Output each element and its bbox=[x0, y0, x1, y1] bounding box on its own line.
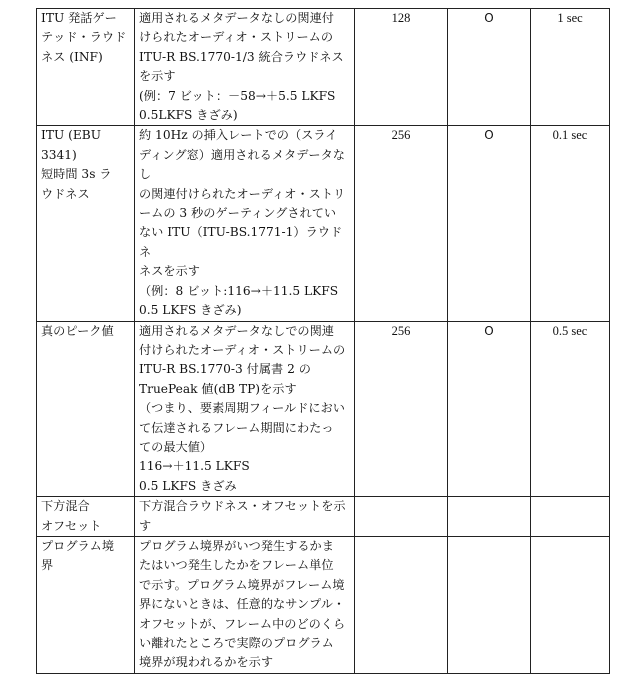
desc-line: (例：7 ビット：－58→＋5.5 LKFS bbox=[139, 87, 350, 106]
parameter-name-cell bbox=[37, 321, 135, 497]
description-cell bbox=[135, 536, 355, 673]
desc-line: ネスを示す bbox=[139, 262, 350, 281]
rate-cell bbox=[531, 321, 610, 497]
desc-line: ームの 3 秒のゲーティングされてい bbox=[139, 204, 350, 223]
mark-value: O bbox=[484, 128, 493, 142]
rate-value: 1 sec bbox=[557, 11, 582, 25]
rate-cell bbox=[531, 9, 610, 126]
table-row bbox=[37, 536, 610, 673]
mark-cell bbox=[448, 536, 531, 673]
name-line: ITU (EBU bbox=[41, 126, 130, 145]
desc-line: けられたオーディオ・ストリームの bbox=[139, 28, 350, 47]
parameter-name-cell bbox=[37, 497, 135, 537]
desc-line: （つまり、要素周期フィールドにおい bbox=[139, 399, 350, 418]
description-cell bbox=[135, 497, 355, 537]
bits-cell bbox=[355, 9, 448, 126]
desc-line: たはいつ発生したかをフレーム単位 bbox=[139, 556, 350, 575]
desc-line: ない ITU（ITU-BS.1771-1）ラウドネ bbox=[139, 223, 350, 262]
desc-line: TruePeak 値(dB TP)を示す bbox=[139, 380, 350, 399]
parameter-name-cell bbox=[37, 126, 135, 321]
name-line: ITU 発話ゲー bbox=[41, 9, 130, 28]
desc-line: い離れたところで実際のプログラム bbox=[139, 634, 350, 653]
description-cell bbox=[135, 321, 355, 497]
bits-cell bbox=[355, 321, 448, 497]
rate-cell bbox=[531, 126, 610, 321]
name-line: 界 bbox=[41, 556, 130, 575]
name-line: 真のピーク値 bbox=[41, 322, 130, 341]
mark-cell bbox=[448, 126, 531, 321]
bits-cell bbox=[355, 536, 448, 673]
desc-line: （例：8 ビット:116→＋11.5 LKFS bbox=[139, 282, 350, 301]
name-line: 短時間 3s ラ bbox=[41, 165, 130, 184]
mark-cell bbox=[448, 9, 531, 126]
name-line: オフセット bbox=[41, 517, 130, 536]
spec-table bbox=[36, 8, 610, 674]
desc-line: 適用されるメタデータなしでの関連 bbox=[139, 322, 350, 341]
table-row bbox=[37, 497, 610, 537]
mark-cell bbox=[448, 321, 531, 497]
rate-cell bbox=[531, 536, 610, 673]
name-line: プログラム境 bbox=[41, 537, 130, 556]
mark-value: O bbox=[484, 11, 493, 25]
desc-line: 0.5 LKFS きざみ bbox=[139, 477, 350, 496]
desc-line: ての最大値） bbox=[139, 438, 350, 457]
desc-line: ITU-R BS.1770-1/3 統合ラウドネス bbox=[139, 48, 350, 67]
table-row bbox=[37, 9, 610, 126]
name-line: 下方混合 bbox=[41, 497, 130, 516]
name-line: ネス (INF) bbox=[41, 48, 130, 67]
rate-value: 0.1 sec bbox=[553, 128, 588, 142]
bits-cell bbox=[355, 126, 448, 321]
desc-line: 0.5LKFS きざみ) bbox=[139, 106, 350, 125]
desc-line: を示す bbox=[139, 67, 350, 86]
table-row bbox=[37, 126, 610, 321]
bits-value: 256 bbox=[392, 128, 411, 142]
rate-value: 0.5 sec bbox=[553, 324, 588, 338]
desc-line: 116→＋11.5 LKFS bbox=[139, 457, 350, 476]
name-line: ウドネス bbox=[41, 185, 130, 204]
desc-line: て伝達されるフレーム期間にわたっ bbox=[139, 419, 350, 438]
name-line: 3341) bbox=[41, 146, 130, 165]
desc-line: オフセットが、フレーム中のどのくら bbox=[139, 615, 350, 634]
description-cell bbox=[135, 9, 355, 126]
desc-line: 0.5 LKFS きざみ) bbox=[139, 301, 350, 320]
desc-line: 界にないときは、任意的なサンプル・ bbox=[139, 595, 350, 614]
desc-line: 境界が現われるかを示す bbox=[139, 653, 350, 672]
desc-line: プログラム境界がいつ発生するかま bbox=[139, 537, 350, 556]
bits-cell bbox=[355, 497, 448, 537]
desc-line: 約 10Hz の挿入レートでの（スライ bbox=[139, 126, 350, 145]
name-line: テッド・ラウド bbox=[41, 28, 130, 47]
desc-line: ディング窓）適用されるメタデータなし bbox=[139, 146, 350, 185]
table-row bbox=[37, 321, 610, 497]
desc-line: 適用されるメタデータなしの関連付 bbox=[139, 9, 350, 28]
mark-cell bbox=[448, 497, 531, 537]
rate-cell bbox=[531, 497, 610, 537]
desc-line: の関連付けられたオーディオ・ストリ bbox=[139, 185, 350, 204]
parameter-name-cell bbox=[37, 536, 135, 673]
description-cell bbox=[135, 126, 355, 321]
parameter-name-cell bbox=[37, 9, 135, 126]
desc-line: 付けられたオーディオ・ストリームの bbox=[139, 341, 350, 360]
bits-value: 128 bbox=[392, 11, 411, 25]
bits-value: 256 bbox=[392, 324, 411, 338]
desc-line: 下方混合ラウドネス・オフセットを示す bbox=[139, 497, 350, 536]
desc-line: で示す。プログラム境界がフレーム境 bbox=[139, 576, 350, 595]
mark-value: O bbox=[484, 324, 493, 338]
desc-line: ITU-R BS.1770-3 付属書 2 の bbox=[139, 360, 350, 379]
